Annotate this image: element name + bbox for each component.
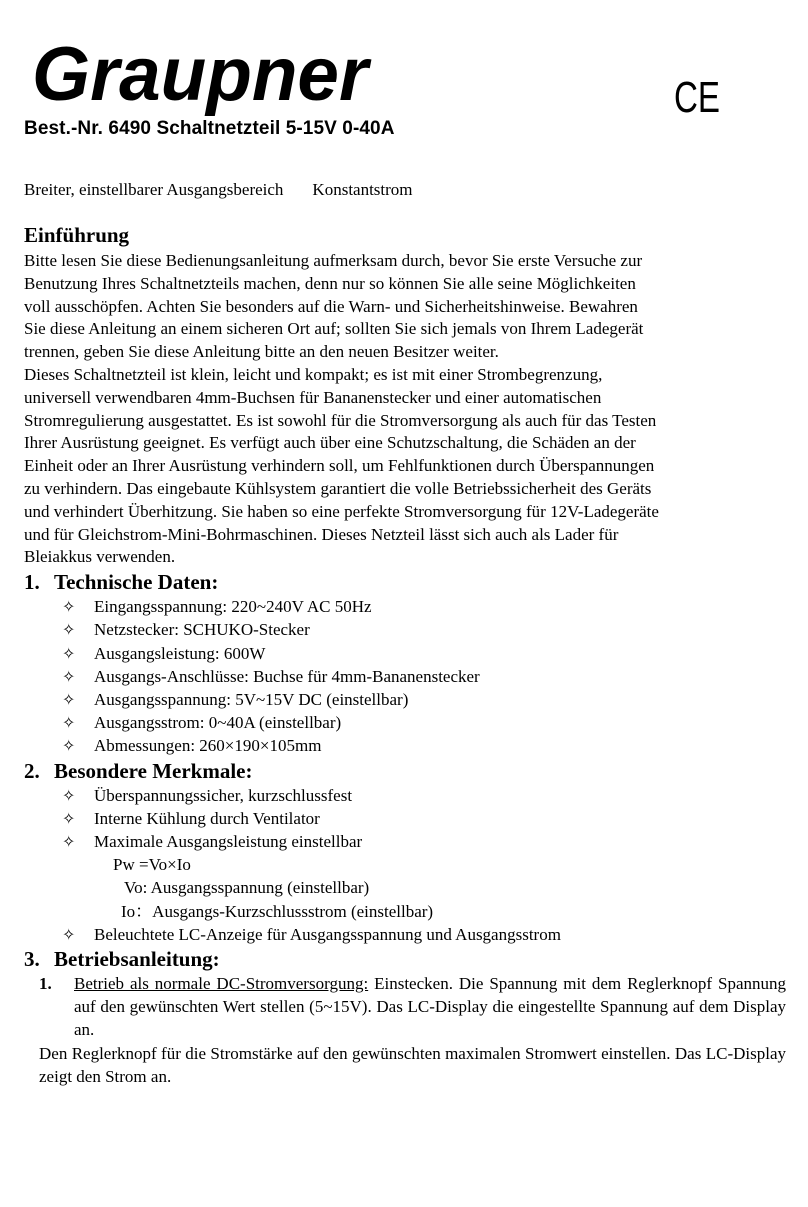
section-2-heading	[24, 758, 786, 784]
intro-line: universell verwendbaren 4mm-Buchsen für Bananenstecker und einer automatischen	[24, 387, 602, 407]
document-body	[24, 220, 786, 1088]
list-item	[24, 784, 786, 807]
logo-text: Graupner	[32, 32, 373, 117]
intro-line: Sie diese Anleitung an einem sicheren Ort auf; sollten Sie sich jemals von Ihrem Ladegerät	[24, 319, 644, 339]
intro-line: und verhindert Überhitzung. Sie haben so eine perfekte Stromversorgung für 12V-Ladegeräte	[24, 501, 659, 521]
bullet-star-icon: ✧	[62, 713, 76, 733]
list-item	[24, 923, 786, 946]
step-text: Einstecken. Die Spannung mit dem Reglerknopf Spannung auf den gewünschten Wert stellen (5~15V). Das LC-Display die eingestellte Spannung auf dem Display an.	[74, 974, 787, 1040]
power-formula: Pw =Vo×Io	[113, 855, 191, 875]
list-item	[24, 618, 786, 641]
list-item-text: Überspannungssicher, kurzschlussfest	[94, 785, 353, 805]
bullet-star-icon: ✧	[62, 831, 76, 851]
step-number: 1.	[39, 974, 52, 993]
bullet-star-icon: ✧	[62, 808, 76, 828]
current-instructions: Den Reglerknopf für die Stromstärke auf den gewünschten maximalen Stromwert einstellen. Das LC-Display zeigt den Strom an.	[39, 1043, 786, 1086]
intro-line: Dieses Schaltnetzteil ist klein, leicht und kompakt; es ist mit einer Strombegrenzung,	[24, 364, 603, 384]
intro-line: zu verhindern. Das eingebaute Kühlsystem garantiert die volle Betriebssicherheit des Geräts	[24, 478, 652, 498]
list-item-text: Interne Kühlung durch Ventilator	[94, 808, 320, 828]
section-3-title: Betriebsanleitung:	[54, 947, 220, 971]
intro-line: voll ausschöpfen. Achten Sie besonders auf die Warn- und Sicherheitshinweise. Bewahren	[24, 296, 638, 316]
ce-mark-text: CE	[674, 73, 720, 122]
list-item	[24, 807, 786, 830]
section-2-number: 2.	[24, 758, 40, 783]
section-3-number: 3.	[24, 947, 40, 971]
subtitle-left: Breiter, einstellbarer Ausgangsbereich	[24, 180, 284, 199]
list-item-text: Beleuchtete LC-Anzeige für Ausgangsspannung und Ausgangsstrom	[94, 924, 561, 944]
list-item-text: Maximale Ausgangsleistung einstellbar	[94, 831, 363, 851]
list-item	[24, 665, 786, 688]
intro-line: trennen, geben Sie diese Anleitung bitte an den neuen Besitzer weiter.	[24, 342, 499, 362]
ce-mark	[672, 72, 722, 122]
bullet-star-icon: ✧	[62, 597, 76, 617]
intro-paragraph	[24, 250, 786, 569]
intro-line: Bitte lesen Sie diese Bedienungsanleitung aufmerksam durch, bevor Sie erste Versuche zur	[24, 251, 643, 270]
list-item	[24, 642, 786, 665]
intro-line: Bleiakkus verwenden.	[24, 547, 176, 567]
section-1-number: 1.	[24, 570, 40, 595]
list-item-text: Netzstecker: SCHUKO-Stecker	[94, 620, 310, 640]
section-3-heading	[24, 946, 786, 972]
intro-line: Einheit oder an Ihrer Ausrüstung verhindern soll, um Fehlfunktionen durch Überspannungen	[24, 456, 655, 476]
formula-vo: Vo: Ausgangsspannung (einstellbar)	[124, 878, 370, 898]
section-1-heading	[24, 569, 786, 595]
list-item-text: Eingangsspannung: 220~240V AC 50Hz	[94, 597, 372, 617]
intro-line: Benutzung Ihres Schaltnetzteils machen, denn nur so können Sie alle seine Möglichkeiten	[24, 273, 636, 293]
graupner-logo	[30, 32, 373, 117]
list-item-text: Ausgangs-Anschlüsse: Buchse für 4mm-Bananenstecker	[94, 666, 480, 686]
intro-line: und für Gleichstrom-Mini-Bohrmaschinen. Dieses Netzteil lässt sich auch als Lader für	[24, 524, 619, 544]
intro-line: Ihrer Ausrüstung geeignet. Es verfügt auch über eine Schutzschaltung, die Schäden an der	[24, 433, 636, 453]
list-item-text: Ausgangsleistung: 600W	[94, 643, 266, 663]
bullet-star-icon: ✧	[62, 736, 76, 756]
document-title: Best.-Nr. 6490 Schaltnetzteil 5-15V 0-40A	[24, 118, 395, 139]
section-1-title: Technische Daten:	[54, 570, 219, 595]
list-item	[24, 711, 786, 734]
operation-step-1	[24, 972, 786, 1042]
list-item	[24, 595, 786, 618]
formula-io: Io：Ausgangs-Kurzschlussstrom (einstellbar)	[121, 901, 434, 921]
subtitle	[24, 180, 413, 200]
bullet-star-icon: ✧	[62, 666, 76, 686]
list-item	[24, 688, 786, 711]
list-item-text: Ausgangsstrom: 0~40A (einstellbar)	[94, 713, 342, 733]
features-list-last	[24, 923, 786, 946]
bullet-star-icon: ✧	[62, 924, 76, 944]
list-item-text: Ausgangsspannung: 5V~15V DC (einstellbar)	[94, 689, 409, 709]
list-item	[24, 734, 786, 757]
step-title: Betrieb als normale DC-Stromversorgung:	[74, 974, 369, 993]
list-item	[24, 830, 786, 853]
bullet-star-icon: ✧	[62, 785, 76, 805]
bullet-star-icon: ✧	[62, 643, 76, 663]
subtitle-right: Konstantstrom	[312, 180, 413, 199]
features-list	[24, 784, 786, 854]
bullet-star-icon: ✧	[62, 689, 76, 709]
intro-heading: Einführung	[24, 223, 130, 247]
list-item-text: Abmessungen: 260×190×105mm	[94, 736, 322, 756]
technical-data-list	[24, 595, 786, 757]
intro-line: Stromregulierung ausgestattet. Es ist sowohl für die Stromversorgung als auch für das Testen	[24, 410, 657, 430]
bullet-star-icon: ✧	[62, 620, 76, 640]
section-2-title: Besondere Merkmale:	[54, 758, 253, 783]
